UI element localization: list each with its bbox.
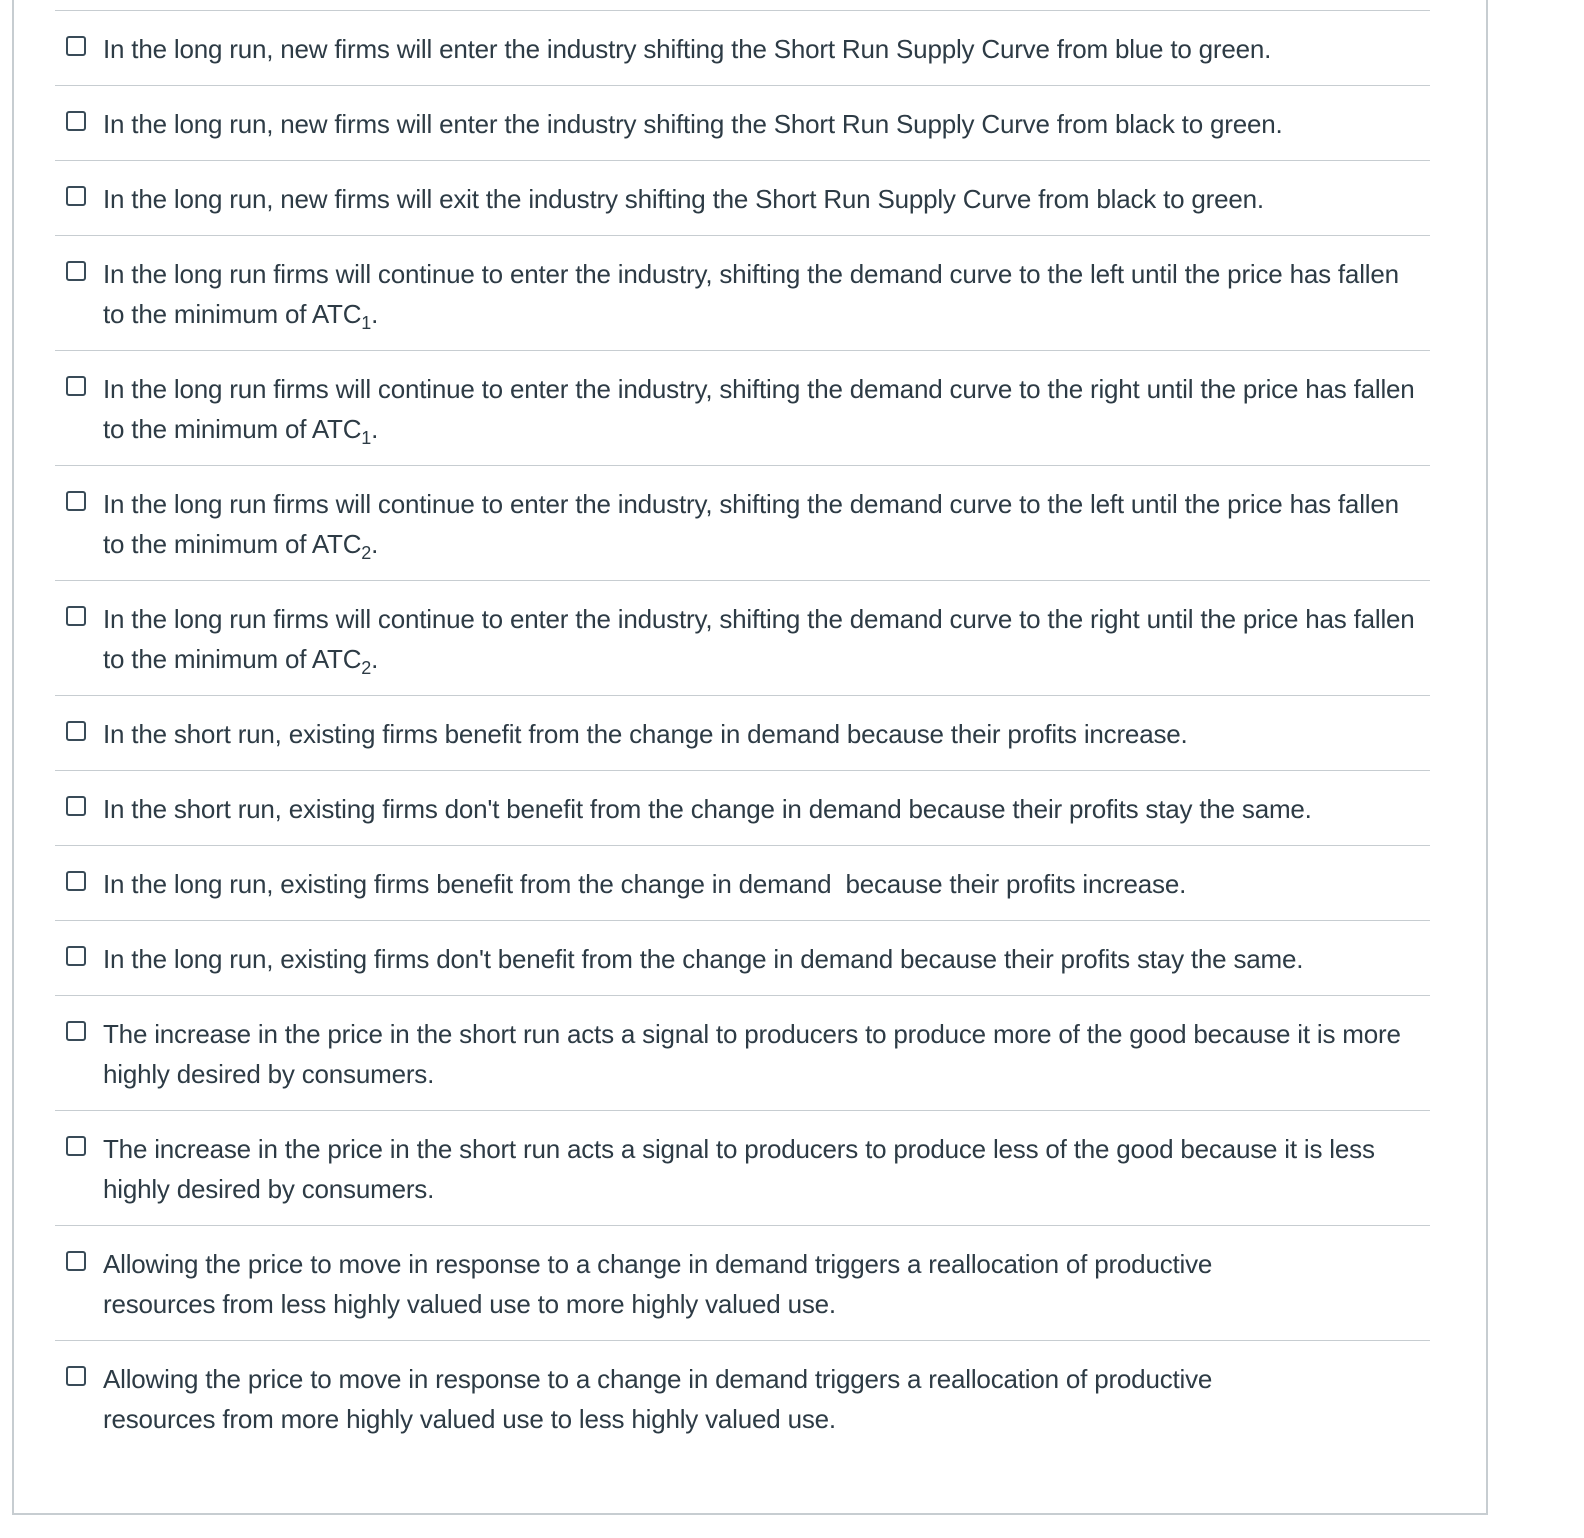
answer-label <box>103 254 1422 334</box>
answer-list <box>55 10 1430 1455</box>
answer-checkbox[interactable] <box>66 186 86 206</box>
answer-option[interactable] <box>55 580 1430 695</box>
answer-option[interactable] <box>55 235 1430 350</box>
answer-option[interactable] <box>55 845 1430 920</box>
answer-label: The increase in the price in the short run acts a signal to producers to produce more of the good because it is more highly desired by consumers. <box>103 1019 1401 1089</box>
answer-checkbox[interactable] <box>66 871 86 891</box>
answer-option[interactable] <box>55 1110 1430 1225</box>
answer-option[interactable] <box>55 695 1430 770</box>
answer-label: In the long run, new firms will enter the industry shifting the Short Run Supply Curve from blue to green. <box>103 34 1272 64</box>
answer-checkbox[interactable] <box>66 946 86 966</box>
answer-label: In the long run, existing firms benefit from the change in demand because their profits increase. <box>103 869 1187 899</box>
answer-checkbox[interactable] <box>66 261 86 281</box>
answer-option[interactable] <box>55 1225 1430 1340</box>
answer-text-end: . <box>371 644 379 674</box>
atc-subscript: 1 <box>361 313 372 333</box>
answer-label: In the long run, new firms will enter the industry shifting the Short Run Supply Curve from black to green. <box>103 109 1283 139</box>
answer-label: Allowing the price to move in response to a change in demand triggers a reallocation of productive resources from less highly valued use to more highly valued use. <box>103 1249 1213 1319</box>
answer-text-main: In the long run firms will continue to enter the industry, shifting the demand curve to the left until the price has fallen to the minimum of ATC <box>103 489 1399 559</box>
answer-checkbox[interactable] <box>66 796 86 816</box>
answer-label <box>103 599 1422 679</box>
answer-option[interactable] <box>55 160 1430 235</box>
answer-text-end: . <box>371 414 379 444</box>
answer-option[interactable] <box>55 1340 1430 1455</box>
answer-checkbox[interactable] <box>66 111 86 131</box>
question-panel <box>12 0 1488 1515</box>
answer-label: The increase in the price in the short run acts a signal to producers to produce less of the good because it is less highly desired by consumers. <box>103 1134 1375 1204</box>
answer-checkbox[interactable] <box>66 606 86 626</box>
answer-option[interactable] <box>55 770 1430 845</box>
answer-checkbox[interactable] <box>66 721 86 741</box>
atc-subscript: 2 <box>361 658 372 678</box>
answer-text-main: In the long run firms will continue to enter the industry, shifting the demand curve to the right until the price has fallen to the minimum of ATC <box>103 604 1415 674</box>
answer-option[interactable] <box>55 465 1430 580</box>
answer-text-end: . <box>371 529 379 559</box>
answer-option[interactable] <box>55 10 1430 85</box>
answer-text-main: In the long run firms will continue to enter the industry, shifting the demand curve to the right until the price has fallen to the minimum of ATC <box>103 374 1415 444</box>
answer-text-end: . <box>371 299 379 329</box>
answer-label <box>103 369 1422 449</box>
answer-label: In the long run, existing firms don't benefit from the change in demand because their profits stay the same. <box>103 944 1304 974</box>
answer-checkbox[interactable] <box>66 1251 86 1271</box>
answer-option[interactable] <box>55 350 1430 465</box>
answer-checkbox[interactable] <box>66 1136 86 1156</box>
answer-label: Allowing the price to move in response to a change in demand triggers a reallocation of productive resources from more highly valued use to less highly valued use. <box>103 1364 1213 1434</box>
answer-option[interactable] <box>55 920 1430 995</box>
answer-checkbox[interactable] <box>66 36 86 56</box>
answer-label: In the long run, new firms will exit the industry shifting the Short Run Supply Curve from black to green. <box>103 184 1264 214</box>
atc-subscript: 1 <box>361 428 372 448</box>
answer-option[interactable] <box>55 85 1430 160</box>
answer-checkbox[interactable] <box>66 1366 86 1386</box>
answer-checkbox[interactable] <box>66 1021 86 1041</box>
atc-subscript: 2 <box>361 543 372 563</box>
answer-label <box>103 484 1422 564</box>
answer-checkbox[interactable] <box>66 376 86 396</box>
answer-text-main: In the long run firms will continue to enter the industry, shifting the demand curve to the left until the price has fallen to the minimum of ATC <box>103 259 1399 329</box>
answer-option[interactable] <box>55 995 1430 1110</box>
answer-label: In the short run, existing firms don't benefit from the change in demand because their profits stay the same. <box>103 794 1312 824</box>
answer-checkbox[interactable] <box>66 491 86 511</box>
answer-label: In the short run, existing firms benefit from the change in demand because their profits increase. <box>103 719 1188 749</box>
